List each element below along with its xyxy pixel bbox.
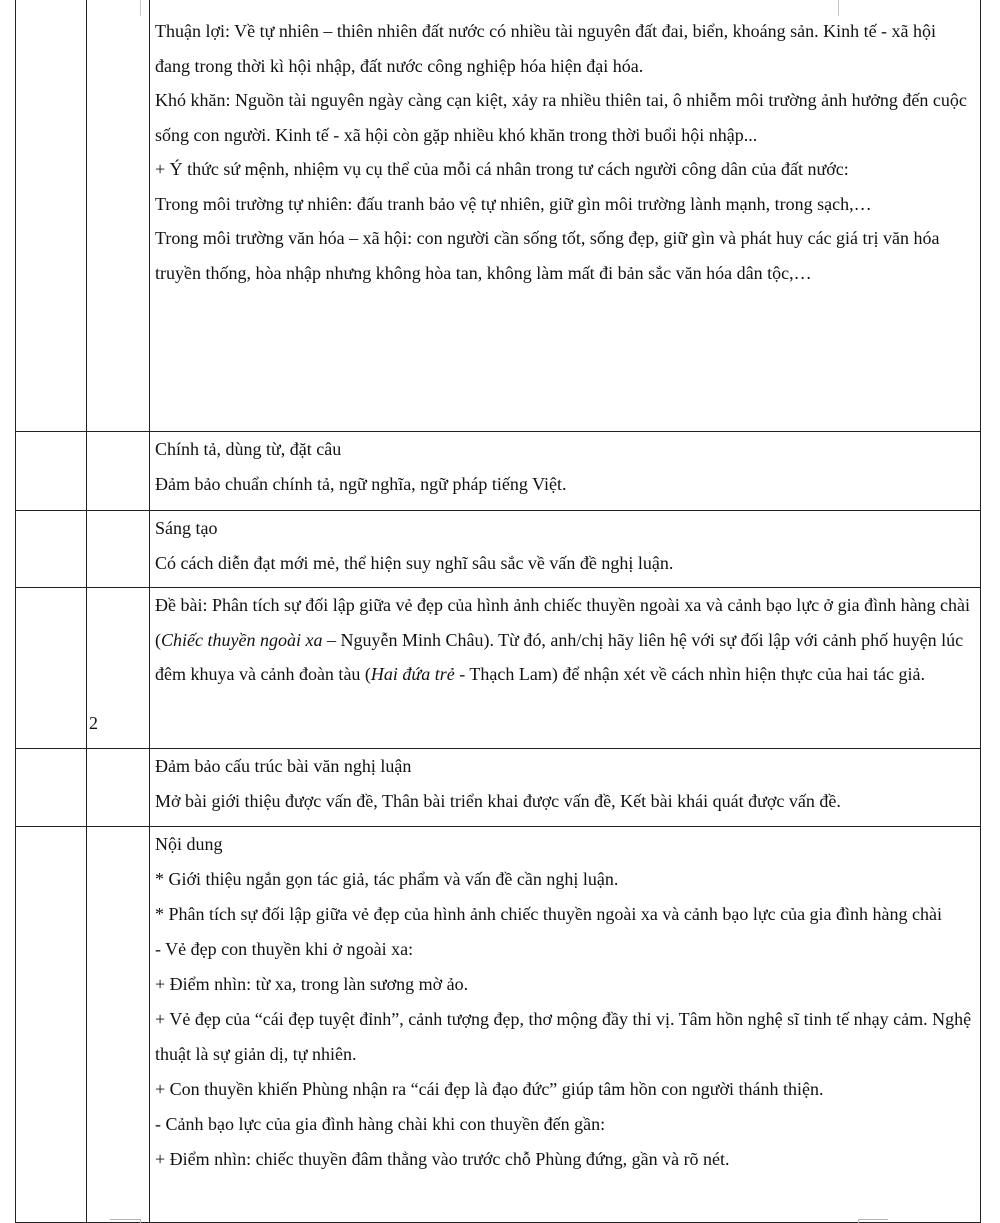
criterion-title: Nội dung: [155, 834, 223, 854]
content-cell: [150, 432, 981, 511]
table-row: [16, 432, 981, 511]
table-row: [16, 588, 981, 749]
table-row: [16, 0, 981, 432]
question-number-cell: [87, 749, 150, 827]
text-line: Trong môi trường tự nhiên: đấu tranh bảo vệ tự nhiên, giữ gìn môi trường lành mạnh, trong sạch,…: [155, 193, 872, 214]
text-line: * Giới thiệu ngắn gọn tác giả, tác phẩm và vấn đề cần nghị luận.: [155, 869, 619, 889]
text-line: Khó khăn: Nguồn tài nguyên ngày càng cạn kiệt, xảy ra nhiều thiên tai, ô nhiễm môi trường ảnh hưởng đến cuộc sống con người. Kinh tế - xã hội còn gặp nhiều khó khăn trong thời buổi hội nhập...: [155, 90, 967, 145]
text-line: - Vẻ đẹp con thuyền khi ở ngoài xa:: [155, 939, 414, 959]
question-number-cell: [87, 432, 150, 511]
criterion-description: Mở bài giới thiệu được vấn đề, Thân bài triển khai được vấn đề, Kết bài khái quát được vấn đề.: [155, 791, 841, 811]
crop-mark: [858, 1219, 859, 1223]
text-line: + Điểm nhìn: chiếc thuyền đâm thẳng vào trước chỗ Phùng đứng, gần và rõ nét.: [155, 1149, 730, 1169]
prompt-text: Đề bài: Phân tích sự đối lập giữa vẻ đẹp của hình ảnh chiếc thuyền ngoài xa và cảnh bạo lực ở gia đình hàng chài (: [155, 595, 971, 650]
text-line: + Điểm nhìn: từ xa, trong làn sương mờ ảo.: [155, 974, 469, 994]
prompt-text: - Thạch Lam) để nhận xét về cách nhìn hiện thực của hai tác giả.: [454, 664, 925, 684]
criterion-description: Đảm bảo chuẩn chính tả, ngữ nghĩa, ngữ pháp tiếng Việt.: [155, 474, 567, 494]
criterion-title: Sáng tạo: [155, 518, 218, 538]
table-cell: [16, 588, 87, 749]
question-number-cell: [87, 511, 150, 588]
crop-mark: [110, 1219, 140, 1220]
content-cell: [150, 749, 981, 827]
table-cell: [16, 0, 87, 432]
work-title: Chiếc thuyền ngoài xa: [161, 629, 323, 650]
table-row: [16, 827, 981, 1223]
content-cell: [150, 0, 981, 432]
table-cell: [16, 511, 87, 588]
text-line: + Con thuyền khiến Phùng nhận ra “cái đẹp là đạo đức” giúp tâm hồn con người thánh thiện.: [155, 1079, 824, 1099]
content-cell: [150, 588, 981, 749]
work-title: Hai đứa trẻ: [370, 664, 455, 684]
text-line: + Ý thức sứ mệnh, nhiệm vụ cụ thể của mỗi cá nhân trong tư cách người công dân của đất nước:: [155, 159, 849, 179]
text-line: Thuận lợi: Về tự nhiên – thiên nhiên đất nước có nhiều tài nguyên đất đai, biển, khoáng sản. Kinh tế - xã hội đang trong thời kì hội nhập, đất nước công nghiệp hóa hiện đại hóa.: [155, 21, 937, 76]
prompt-text: – Nguyễn Minh Châu). Từ đó, anh/chị hãy liên hệ với sự đối lập với cảnh phố huyện lúc đêm khuya và cảnh đoàn tàu (: [155, 629, 964, 684]
essay-prompt: [155, 588, 974, 692]
question-number-cell: [87, 588, 150, 749]
table-cell: [16, 749, 87, 827]
answer-table: [15, 0, 981, 1223]
crop-mark: [858, 1219, 888, 1220]
content-cell: [150, 511, 981, 588]
criterion-title: Chính tả, dùng từ, đặt câu: [155, 439, 342, 459]
content-cell: [150, 827, 981, 1223]
text-line: Trong môi trường văn hóa – xã hội: con người cần sống tốt, sống đẹp, giữ gìn và phát huy các giá trị văn hóa truyền thống, hòa nhập nhưng không hòa tan, không làm mất đi bản sắc văn hóa dân tộc,…: [155, 228, 940, 283]
question-number-cell: [87, 827, 150, 1223]
table-row: [16, 749, 981, 827]
text-line: + Vẻ đẹp của “cái đẹp tuyệt đỉnh”, cảnh tượng đẹp, thơ mộng đầy thi vị. Tâm hồn nghệ sĩ tinh tế nhạy cảm. Nghệ thuật là sự giản dị, tự nhiên.: [155, 1009, 972, 1064]
table-row: [16, 511, 981, 588]
question-number-cell: [87, 0, 150, 432]
table-cell: [16, 827, 87, 1223]
criterion-description: Có cách diễn đạt mới mẻ, thể hiện suy nghĩ sâu sắc về vấn đề nghị luận.: [155, 553, 674, 573]
crop-mark: [140, 1219, 141, 1223]
text-line: - Cảnh bạo lực của gia đình hàng chài khi con thuyền đến gần:: [155, 1114, 606, 1134]
table-cell: [16, 432, 87, 511]
criterion-title: Đảm bảo cấu trúc bài văn nghị luận: [155, 756, 412, 776]
question-number: 2: [89, 712, 98, 733]
text-line: * Phân tích sự đối lập giữa vẻ đẹp của hình ảnh chiếc thuyền ngoài xa và cảnh bạo lực của gia đình hàng chài: [155, 904, 943, 924]
